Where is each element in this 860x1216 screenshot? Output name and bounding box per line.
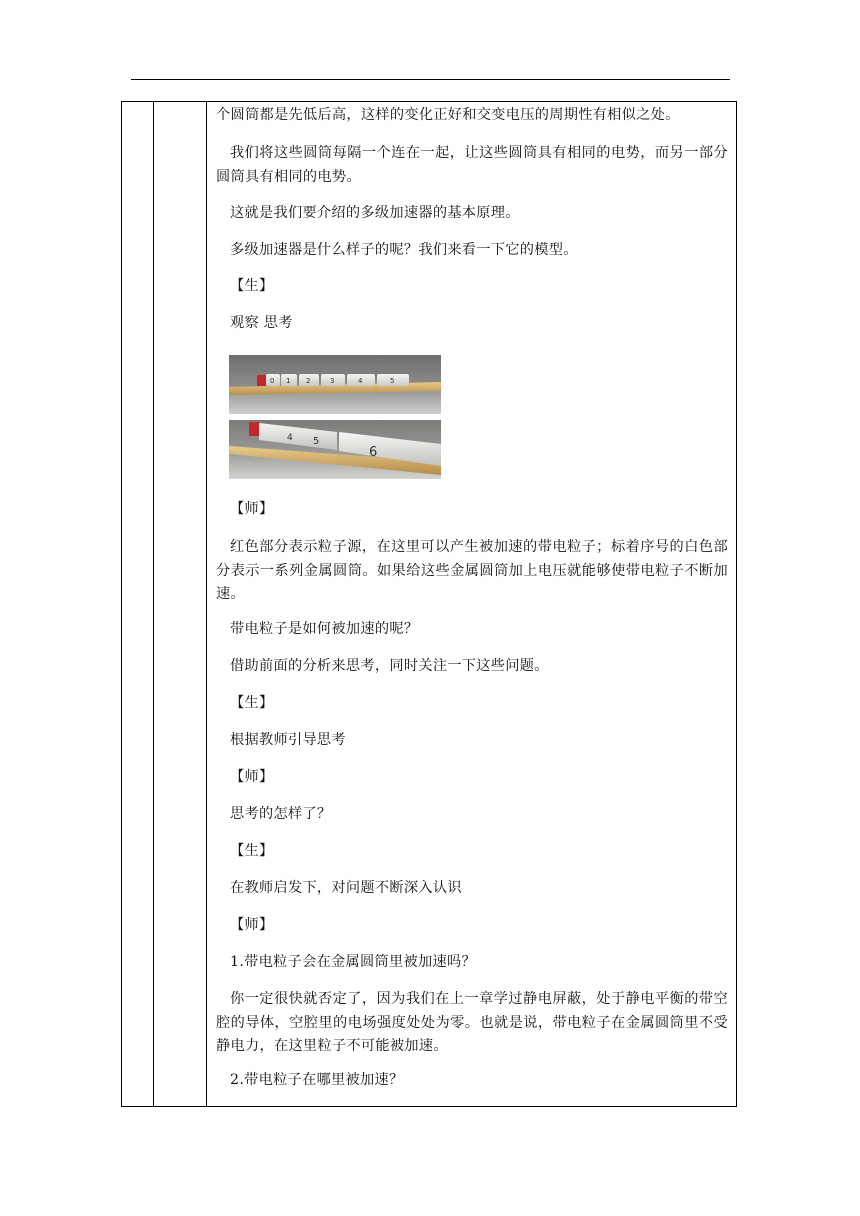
paragraph: 这就是我们要介绍的多级加速器的基本原理。 bbox=[230, 205, 520, 221]
paragraph: 观察 思考 bbox=[230, 315, 293, 331]
paragraph: 我们将这些圆筒每隔一个连在一起，让这些圆筒具有相同的电势，而另一部分圆筒具有相同的电势。 bbox=[216, 145, 728, 185]
paragraph: 1.带电粒子会在金属圆筒里被加速吗？ bbox=[230, 954, 476, 970]
lesson-table bbox=[121, 101, 737, 1107]
paragraph: 根据教师引导思考 bbox=[230, 732, 346, 748]
tube-number: 2 bbox=[306, 377, 311, 385]
column-divider-1 bbox=[153, 102, 154, 1106]
header-rule bbox=[131, 79, 730, 80]
lesson-content-cell bbox=[207, 102, 736, 1106]
role-label-teacher: 【师】 bbox=[230, 917, 274, 933]
paragraph: 在教师启发下，对问题不断深入认识 bbox=[230, 880, 462, 896]
role-label-student: 【生】 bbox=[230, 843, 274, 859]
role-label-teacher: 【师】 bbox=[230, 769, 274, 785]
paragraph: 借助前面的分析来思考，同时关注一下这些问题。 bbox=[230, 658, 549, 674]
role-label-student: 【生】 bbox=[230, 695, 274, 711]
tube-number: 4 bbox=[358, 377, 363, 385]
tube-number: 5 bbox=[390, 377, 395, 385]
role-label-teacher: 【师】 bbox=[230, 501, 274, 517]
tube-number: 3 bbox=[330, 377, 335, 385]
tube-number: 6 bbox=[369, 445, 378, 460]
paragraph: 你一定很快就否定了，因为我们在上一章学过静电屏蔽，处于静电平衡的带空腔的导体，空腔里的电场强度处处为零。也就是说，带电粒子在金属圆筒里不受静电力，在这里粒子不可能被加速。 bbox=[216, 991, 728, 1054]
role-label-student: 【生】 bbox=[230, 278, 274, 294]
paragraph: 多级加速器是什么样子的呢？我们来看一下它的模型。 bbox=[230, 242, 578, 258]
accelerator-model-photo-1 bbox=[229, 355, 441, 414]
paragraph: 带电粒子是如何被加速的呢？ bbox=[230, 621, 419, 637]
tube-number: 1 bbox=[286, 377, 291, 385]
paragraph: 红色部分表示粒子源，在这里可以产生被加速的带电粒子；标着序号的白色部分表示一系列金属圆筒。如果给这些金属圆筒加上电压就能够使带电粒子不断加速。 bbox=[216, 539, 728, 602]
paragraph: 2.带电粒子在哪里被加速？ bbox=[230, 1072, 404, 1088]
accelerator-model-photo-2 bbox=[229, 420, 441, 479]
tube-number: 5 bbox=[313, 436, 320, 447]
tube-number: 0 bbox=[270, 377, 275, 385]
paragraph: 思考的怎样了？ bbox=[230, 806, 332, 822]
paragraph: 个圆筒都是先低后高，这样的变化正好和交变电压的周期性有相似之处。 bbox=[216, 107, 680, 123]
tube-number: 4 bbox=[287, 433, 294, 443]
